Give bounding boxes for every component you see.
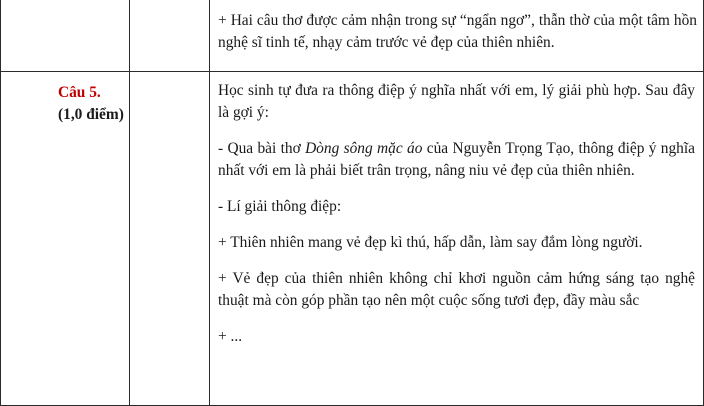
question-label-cell xyxy=(58,72,210,406)
bullet-item: + ... xyxy=(218,328,243,345)
bullet-item: + Thiên nhiên mang vẻ đẹp kì thú, hấp dẫn, làm say đắm lòng người. xyxy=(218,234,643,251)
message-prefix: - Qua bài thơ xyxy=(218,140,306,157)
intro-text: Học sinh tự đưa ra thông điệp ý nghĩa nhất với em, lý giải phù hợp. Sau đây là gợi ý: xyxy=(218,82,695,121)
empty-cell xyxy=(130,0,210,72)
explain-heading: - Lí giải thông điệp: xyxy=(218,198,342,215)
content-cell xyxy=(210,0,704,72)
table-row xyxy=(1,72,704,406)
message-suffix: của Nguyễn Trọng Tạo, thông điệp ý nghĩa nhất với em là phải biết trân trọng, nâng niu vẻ đẹp của thiên nhiên. xyxy=(218,140,695,179)
poem-title: Dòng sông mặc áo xyxy=(305,140,423,157)
table-row xyxy=(1,0,704,72)
question-number: Câu 5. xyxy=(58,84,101,101)
content-cell xyxy=(210,72,704,406)
question-points: (1,0 điểm) xyxy=(58,106,124,123)
bullet-item: + Vẻ đẹp của thiên nhiên không chỉ khơi nguồn cảm hứng sáng tạo nghệ thuật mà còn góp phần tạo nên một cuộc sống tươi đẹp, đầy màu sắc xyxy=(218,270,695,309)
paragraph: + Hai câu thơ được cảm nhận trong sự “ngẩn ngơ”, thẫn thờ của một tâm hồn nghệ sĩ tinh tế, nhạy cảm trước vẻ đẹp của thiên nhiên. xyxy=(218,12,697,51)
empty-cell xyxy=(1,0,130,72)
message-paragraph xyxy=(218,138,695,182)
